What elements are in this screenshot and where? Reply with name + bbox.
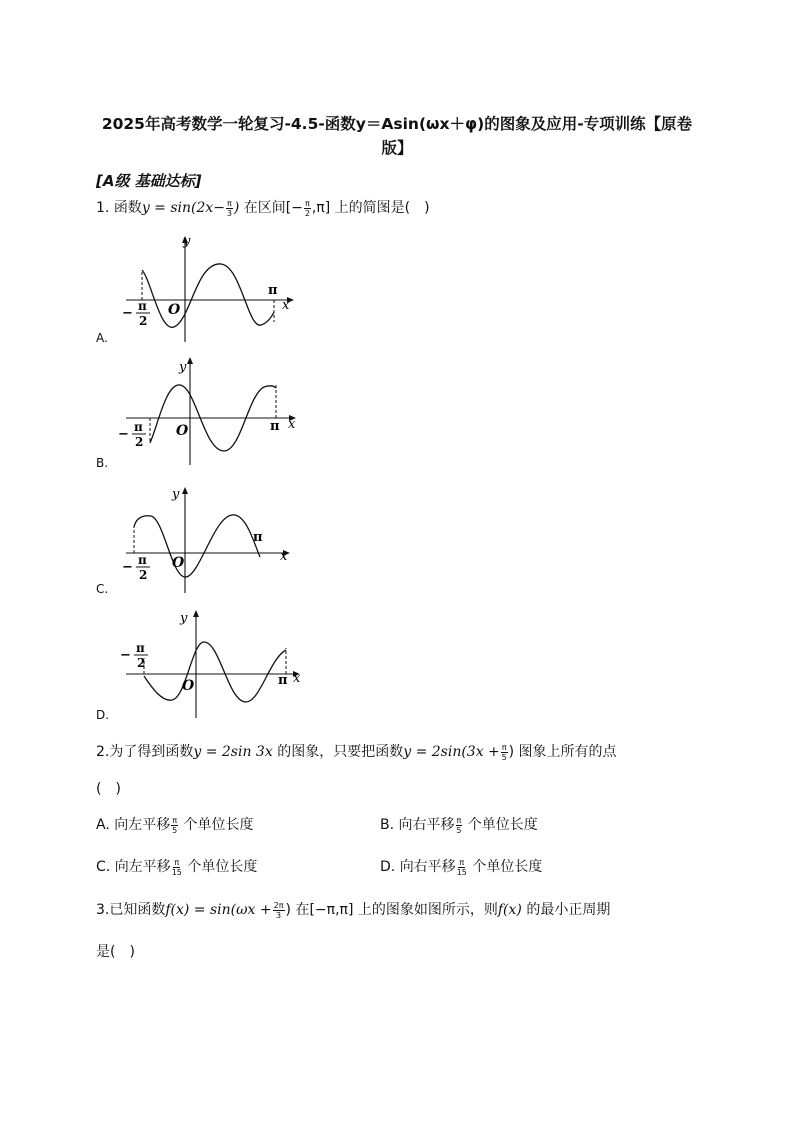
q2-option-a[interactable]: A. 向左平移 $\frac{\pi}{5}$ 个单位长度 (96, 815, 254, 835)
document-title (90, 112, 704, 160)
origin-label: O (168, 302, 181, 318)
q2-option-d[interactable]: D. 向右平移 $\frac{\pi}{15}$ 个单位长度 (380, 857, 543, 877)
q3-formula-1: f(x) = sin(ωx + (165, 902, 272, 918)
question-1: 1. 函数y = sin(2x− $\frac{\pi}{3}$ ) 在区间[− $\frac{\pi}{2}$ ,π] 上的简图是( ) (96, 198, 430, 218)
graph-c-svg (96, 481, 306, 596)
q1-text-c: ,π] 上的简图是( ) (311, 200, 430, 216)
section-heading: [A级 基础达标] (96, 172, 202, 190)
option-a-graph[interactable] (96, 232, 306, 351)
x-label: x (288, 417, 296, 432)
graph-a-svg (96, 232, 306, 347)
pi-label: π (278, 673, 288, 688)
q2-fraction: $\frac{\pi}{5}$ (501, 742, 507, 762)
q3-text-a: 3.已知函数 (96, 902, 166, 918)
q2-formula-1: y = 2sin 3x (193, 744, 273, 760)
question-3 (96, 900, 610, 920)
pi-label: π (268, 283, 278, 298)
q1-formula: y = sin(2x− (141, 200, 226, 216)
option-b-graph[interactable] (96, 355, 306, 474)
option-a-label[interactable]: A. (96, 331, 108, 345)
q2-answer-paren: ( ) (96, 781, 121, 797)
q3-line-2: 是( ) (96, 944, 135, 960)
minus-label: − (122, 560, 133, 575)
pi-label: π (253, 530, 263, 545)
q3-text-b: ) 在[−π,π] 上的图象如图所示，则 (285, 902, 498, 918)
y-arrow-icon (182, 487, 188, 494)
y-label: y (183, 234, 191, 249)
option-c-graph[interactable] (96, 481, 306, 600)
q1-text-a: 函数 (113, 200, 142, 216)
q1-interval-fraction: $\frac{\pi}{2}$ (304, 198, 310, 218)
q2-option-b[interactable]: B. 向右平移 $\frac{\pi}{5}$ 个单位长度 (380, 815, 538, 835)
q3-text-c: 的最小正周期 (526, 902, 611, 918)
q3-fraction: $\frac{2\pi}{3}$ (273, 900, 284, 920)
minus-label: − (118, 427, 129, 442)
graph-d-svg (96, 606, 311, 721)
minus-label: − (122, 306, 133, 321)
question-2 (96, 742, 617, 762)
y-label: y (179, 360, 187, 375)
minus-label: − (120, 648, 131, 663)
y-arrow-icon (193, 610, 199, 617)
title-line-1: 2025年高考数学一轮复习-4.5-函数y＝Asin(ωx＋φ)的图象及应用-专项训练【原卷 (101, 115, 693, 133)
curve (142, 264, 274, 327)
option-b-label[interactable]: B. (96, 456, 109, 470)
curve (144, 642, 286, 702)
half-pi-numerator: π (136, 641, 145, 655)
q2-text-a: 2.为了得到函数 (96, 744, 194, 760)
half-pi-denominator: 2 (135, 435, 144, 449)
pi-label: π (270, 419, 280, 434)
half-pi-denominator: 2 (137, 656, 146, 670)
q2-text-b: 的图象，只要把函数 (277, 744, 404, 760)
y-label: y (172, 487, 180, 502)
q1-text-b: 在区间[− (243, 200, 303, 216)
half-pi-numerator: π (138, 299, 147, 313)
half-pi-numerator: π (138, 553, 147, 567)
q1-number: 1. (96, 200, 110, 216)
option-d-graph[interactable] (96, 606, 311, 725)
origin-label: O (172, 555, 185, 571)
half-pi-numerator: π (134, 420, 143, 434)
y-label: y (180, 611, 188, 626)
q1-fraction: $\frac{\pi}{3}$ (226, 198, 232, 218)
q3-formula-2: f(x) (497, 902, 522, 918)
option-d-label[interactable]: D. (96, 708, 110, 722)
y-arrow-icon (187, 357, 193, 364)
curve (134, 515, 260, 577)
x-label: x (293, 671, 301, 686)
x-label: x (280, 549, 288, 564)
q2-option-c[interactable]: C. 向左平移 $\frac{\pi}{15}$ 个单位长度 (96, 857, 258, 877)
graph-b-svg (96, 355, 306, 470)
option-c-label[interactable]: C. (96, 582, 109, 596)
origin-label: O (182, 678, 195, 694)
q2-formula-2: y = 2sin(3x + (403, 744, 500, 760)
half-pi-denominator: 2 (139, 314, 148, 328)
x-label: x (282, 298, 290, 313)
title-line-2: 版】 (381, 139, 413, 157)
q2-text-c: ) 图象上所有的点 (508, 744, 617, 760)
half-pi-denominator: 2 (139, 568, 148, 582)
origin-label: O (176, 423, 189, 439)
